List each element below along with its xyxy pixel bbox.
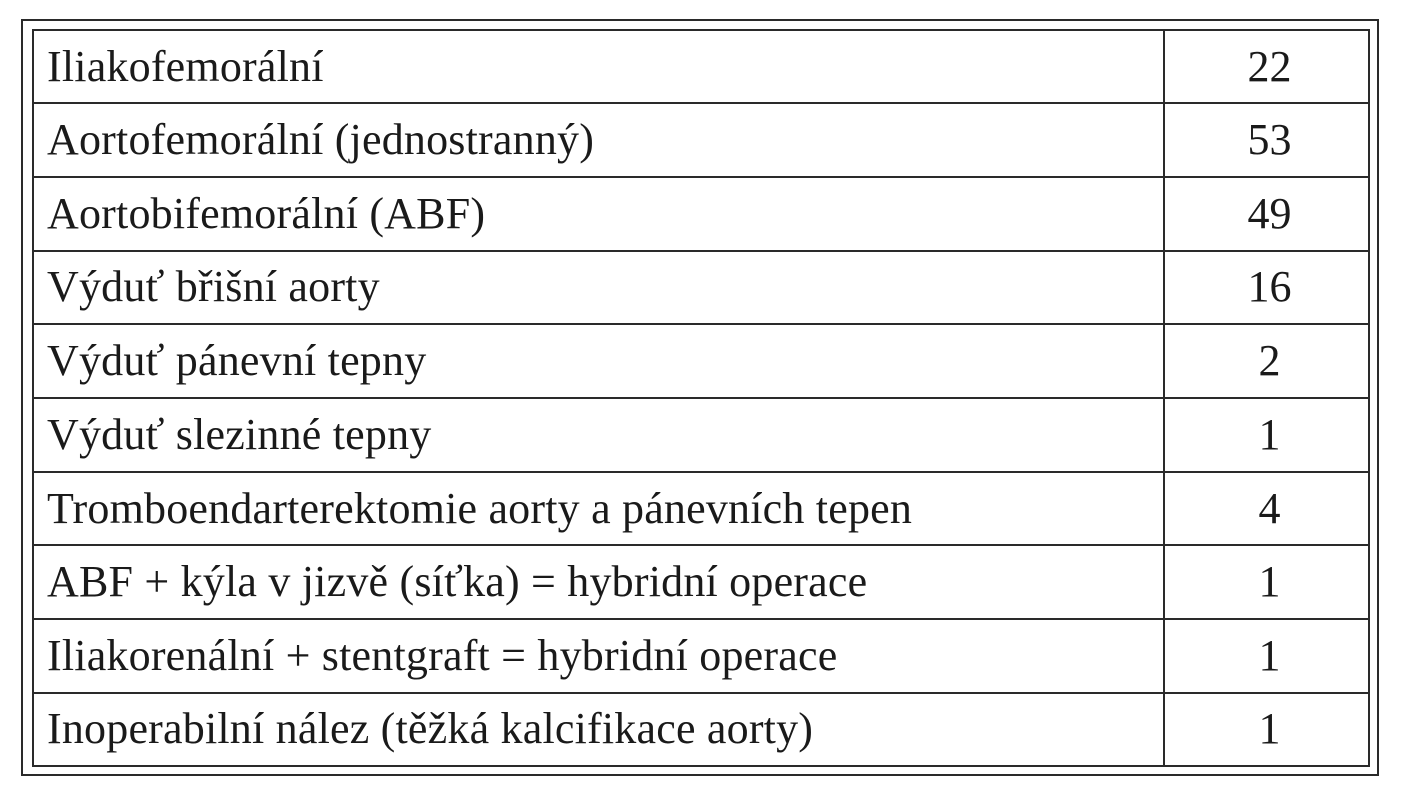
row-count: 16: [1164, 251, 1368, 325]
row-label: Výduť břišní aorty: [34, 251, 1164, 325]
row-count: 1: [1258, 704, 1281, 754]
table-frame: [32, 29, 1370, 767]
row-label: Inoperabilní nález (těžká kalcifikace aorty): [34, 693, 1164, 765]
row-count: 22: [1164, 31, 1368, 103]
row-label: Aortobifemorální (ABF): [34, 177, 1164, 251]
table-row: [34, 251, 1368, 325]
table-row: [34, 31, 1368, 103]
table-row: [34, 693, 1368, 765]
table-row: [34, 472, 1368, 546]
row-label: Výduť slezinné tepny: [34, 398, 1164, 472]
table-row: [34, 103, 1368, 177]
row-count: 4: [1164, 472, 1368, 546]
row-label: Výduť pánevní tepny: [34, 324, 1164, 398]
table-row: [34, 324, 1368, 398]
row-count: 1: [1164, 619, 1368, 693]
row-label: ABF + kýla v jizvě (síťka) = hybridní operace: [34, 545, 1164, 619]
row-count: 49: [1164, 177, 1368, 251]
operations-table: [34, 31, 1368, 765]
table-row: [34, 619, 1368, 693]
row-label: Tromboendarterektomie aorty a pánevních tepen: [34, 472, 1164, 546]
table-row: [34, 545, 1368, 619]
row-label: Iliakorenální + stentgraft = hybridní operace: [34, 619, 1164, 693]
row-count: 2: [1164, 324, 1368, 398]
row-count: 1: [1164, 545, 1368, 619]
row-count: 1: [1164, 398, 1368, 472]
row-label: Iliakofemorální: [34, 31, 1164, 103]
table-row: [34, 177, 1368, 251]
row-label: Aortofemorální (jednostranný): [34, 103, 1164, 177]
row-count: 53: [1164, 103, 1368, 177]
table-row: [34, 398, 1368, 472]
